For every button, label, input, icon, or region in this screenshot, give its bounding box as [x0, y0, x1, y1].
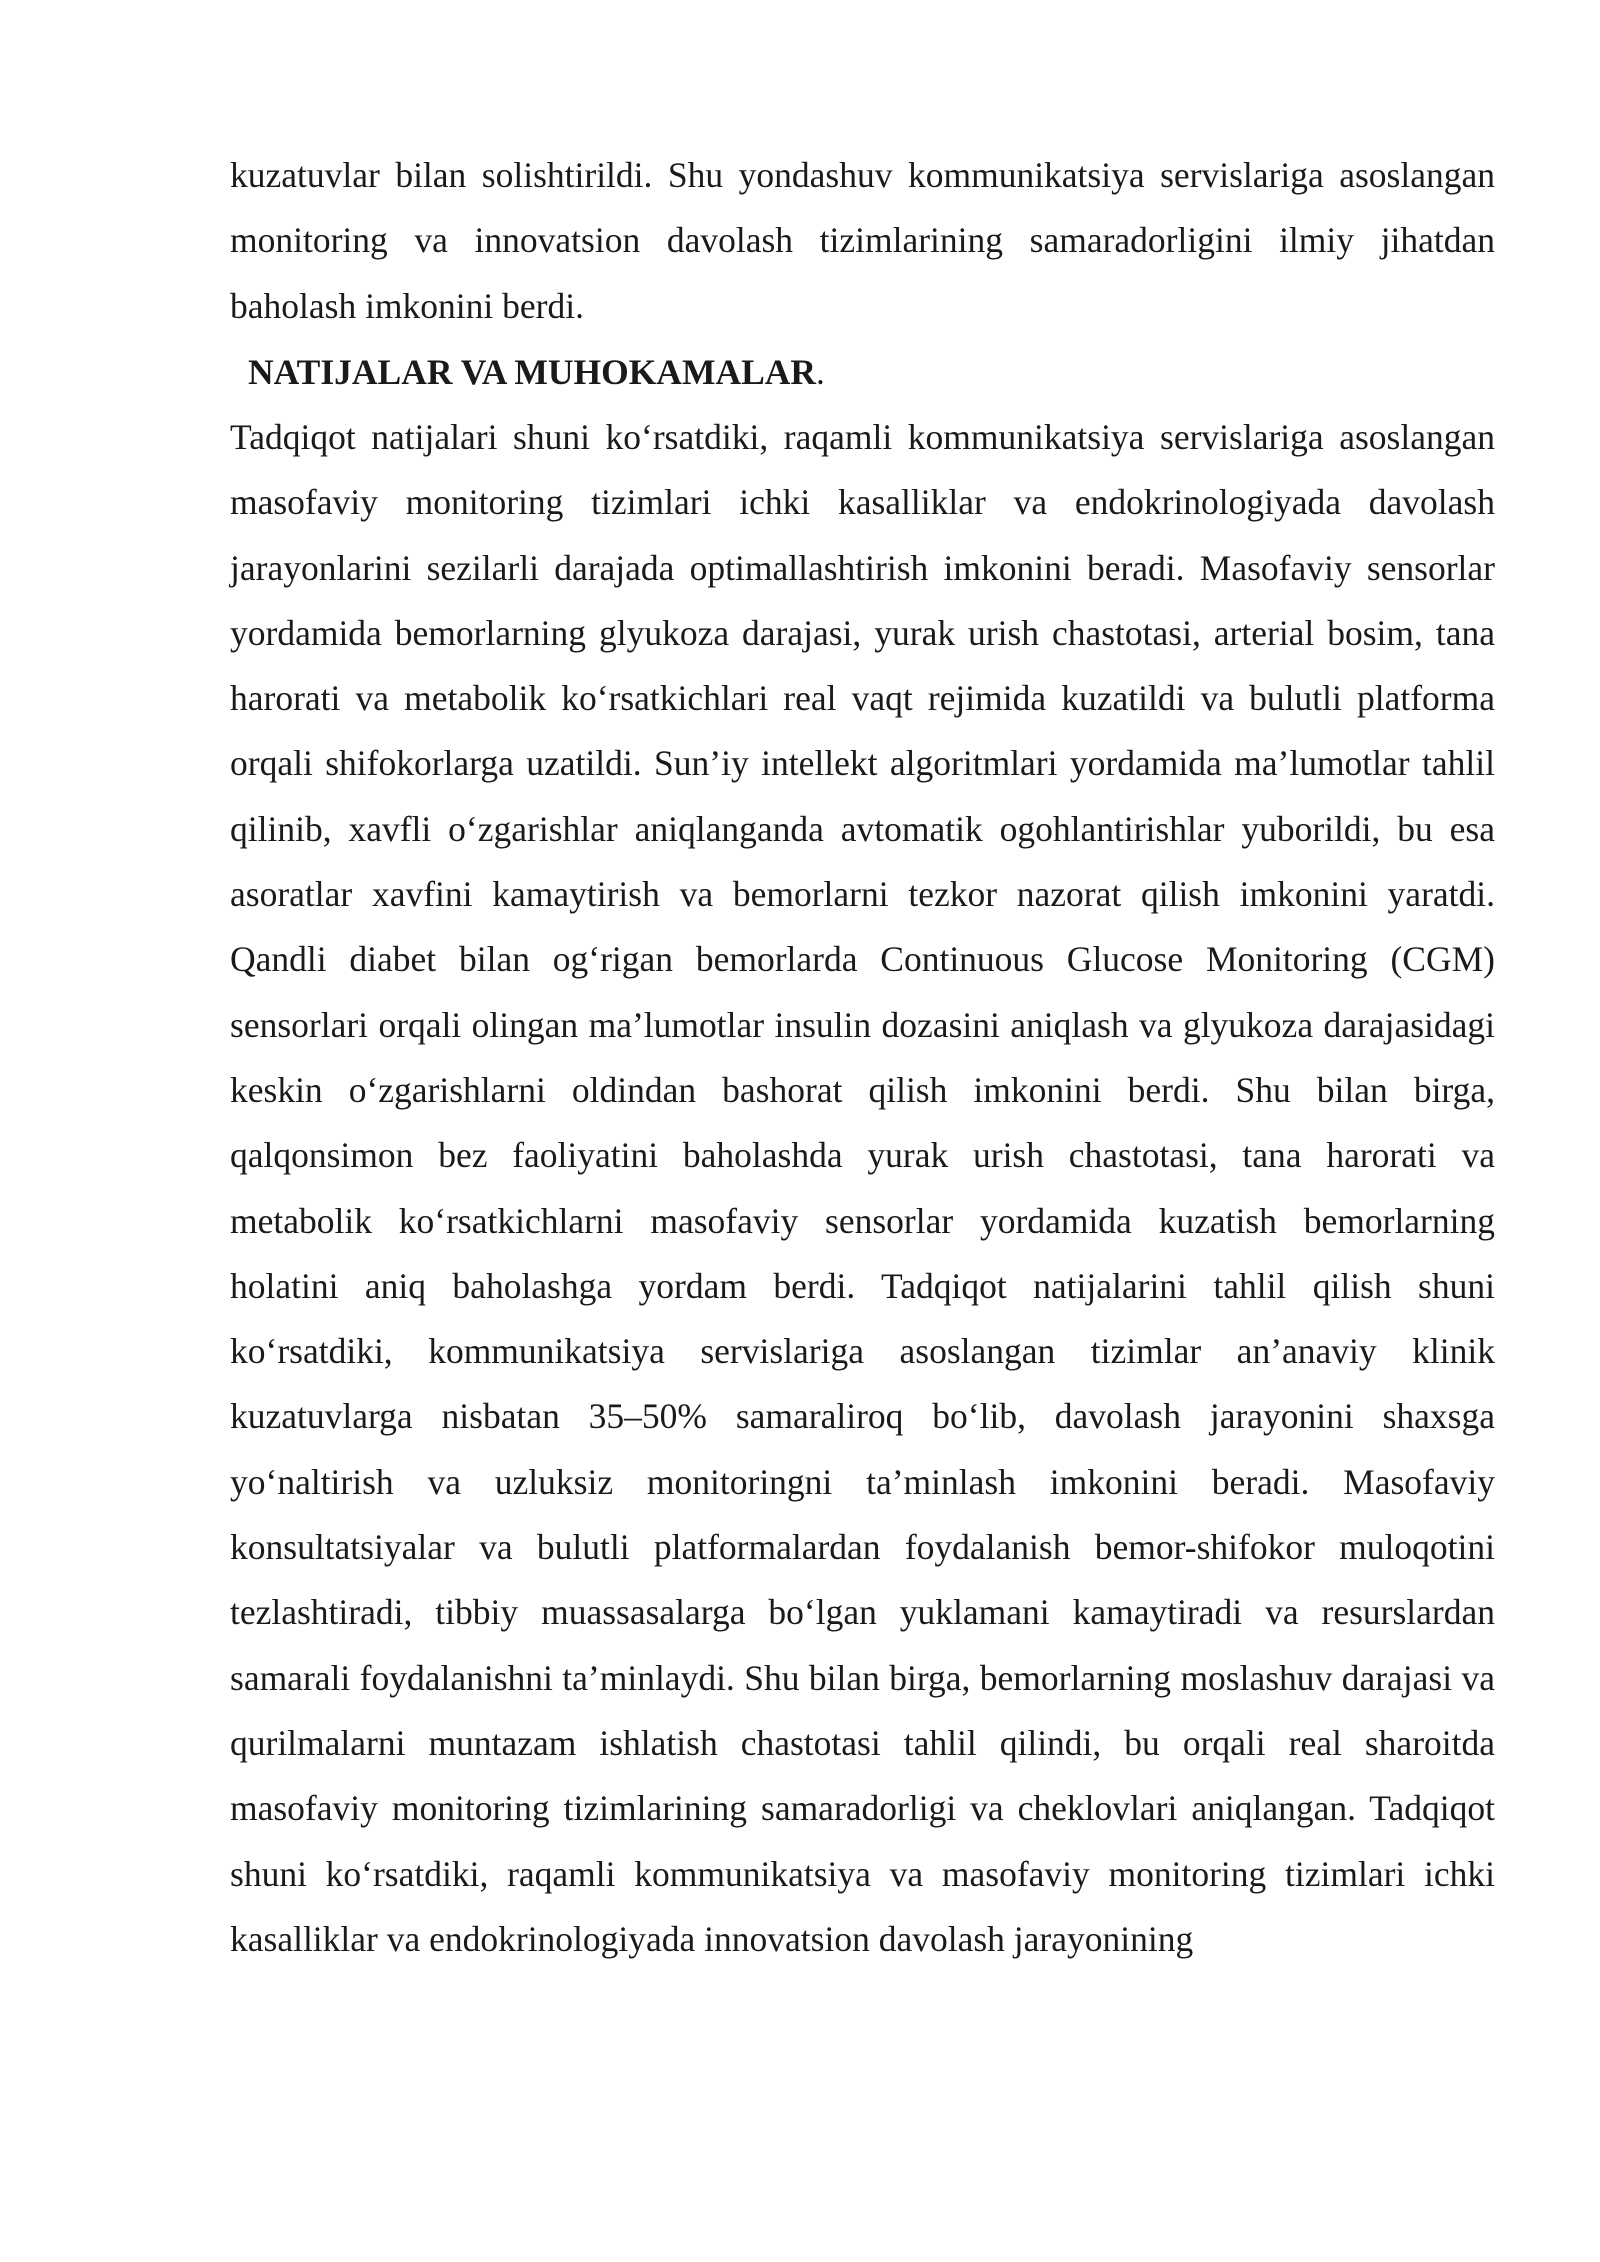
results-paragraph: Tadqiqot natijalari shuni ko‘rsatdiki, raqamli kommunikatsiya servislariga asoslangan masofaviy monitoring tizimlari ichki kasalliklar va endokrinologiyada davolash jarayonlarini sezilarli darajada optimallashtirish imkonini beradi. Masofaviy sensorlar yordamida bemorlarning glyukoza darajasi, yurak urish chastotasi, arterial bosim, tana harorati va metabolik ko‘rsatkichlari real vaqt rejimida kuzatildi va bulutli platforma orqali shifokorlarga uzatildi. Sun’iy intellekt algoritmlari yordamida ma’lumotlar tahlil qilinib, xavfli o‘zgarishlar aniqlanganda avtomatik ogohlantirishlar yuborildi, bu esa asoratlar xavfini kamaytirish va bemorlarni tezkor nazorat qilish imkonini yaratdi. Qandli diabet bilan og‘rigan bemorlarda Continuous Glucose Monitoring (CGM) sensorlari orqali olingan ma’lumotlar insulin dozasini aniqlash va glyukoza darajasidagi keskin o‘zgarishlarni oldindan bashorat qilish imkonini berdi. Shu bilan birga, qalqonsimon bez faoliyatini baholashda yurak urish chastotasi, tana harorati va metabolik ko‘rsatkichlarni masofaviy sensorlar yordamida kuzatish bemorlarning holatini aniq baholashga yordam berdi. Tadqiqot natijalarini tahlil qilish shuni ko‘rsatdiki, kommunikatsiya servislariga asoslangan tizimlar an’anaviy klinik kuzatuvlarga nisbatan 35–50% samaraliroq bo‘lib, davolash jarayonini shaxsga yo‘naltirish va uzluksiz monitoringni ta’minlash imkonini beradi. Masofaviy konsultatsiyalar va bulutli platformalardan foydalanish bemor-shifokor muloqotini tezlashtiradi, tibbiy muassasalarga bo‘lgan yuklamani kamaytiradi va resurslardan samarali foydalanishni ta’minlaydi. Shu bilan birga, bemorlarning moslashuv darajasi va qurilmalarni muntazam ishlatish chastotasi tahlil qilindi, bu orqali real sharoitda masofaviy monitoring tizimlarining samaradorligi va cheklovlari aniqlangan. Tadqiqot shuni ko‘rsatdiki, raqamli kommunikatsiya va masofaviy monitoring tizimlari ichki kasalliklar va endokrinologiyada innovatsion davolash jarayonining — [230, 417, 1495, 1959]
section-heading-text: NATIJALAR VA MUHOKAMALAR — [248, 352, 817, 392]
section-heading-period: . — [816, 352, 825, 392]
section-heading — [248, 340, 825, 405]
intro-paragraph: kuzatuvlar bilan solishtirildi. Shu yondashuv kommunikatsiya servislariga asoslangan monitoring va innovatsion davolash tizimlarining samaradorligini ilmiy jihatdan baholash imkonini berdi. — [230, 155, 1495, 326]
